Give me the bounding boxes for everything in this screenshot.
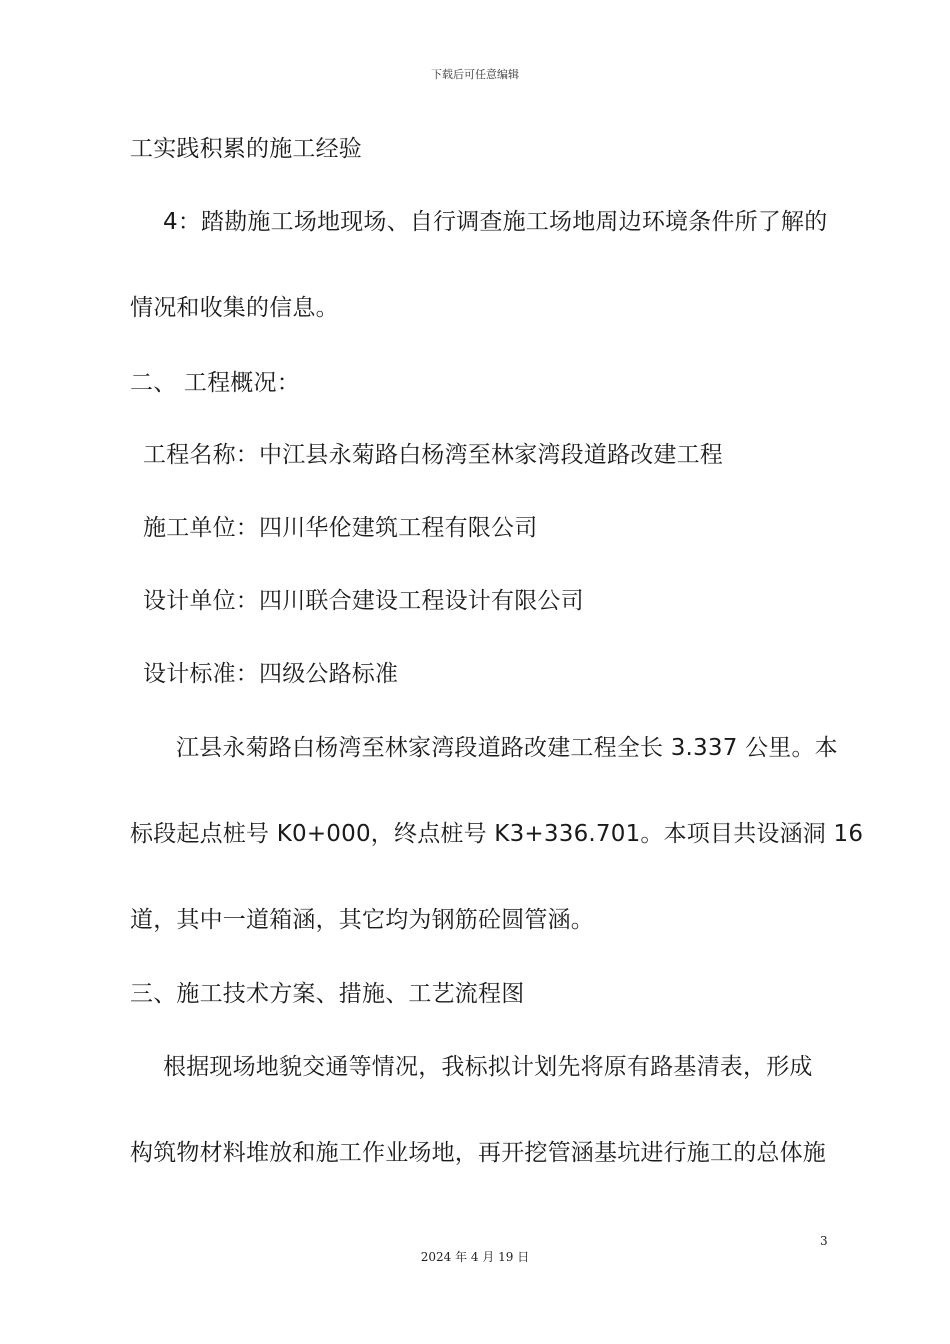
body-line: 工实践积累的施工经验: [130, 136, 362, 162]
body-line: 根据现场地貌交通等情况，我标拟计划先将原有路基清表，形成: [163, 1054, 813, 1080]
page-header: 下载后可任意编辑: [431, 68, 519, 81]
project-name-line: 工程名称：中江县永菊路白杨湾至林家湾段道路改建工程: [143, 442, 723, 468]
design-unit-line: 设计单位：四川联合建设工程设计有限公司: [143, 588, 584, 614]
body-line: 情况和收集的信息。: [130, 295, 339, 321]
body-line: 标段起点桩号 K0+000，终点桩号 K3+336.701。本项目共设涵洞 16: [130, 821, 864, 847]
section-heading: 二、 工程概况：: [130, 370, 300, 396]
section-heading: 三、施工技术方案、措施、工艺流程图: [130, 981, 525, 1007]
page-footer-date: 2024 年 4 月 19 日: [420, 1250, 530, 1264]
design-standard-line: 设计标准：四级公路标准: [143, 661, 399, 687]
body-line: 江县永菊路白杨湾至林家湾段道路改建工程全长 3.337 公里。本: [176, 735, 838, 761]
body-line: 道，其中一道箱涵，其它均为钢筋砼圆管涵。: [130, 907, 594, 933]
body-line: 构筑物材料堆放和施工作业场地，再开挖管涵基坑进行施工的总体施: [130, 1140, 826, 1166]
construction-unit-line: 施工单位：四川华伦建筑工程有限公司: [143, 515, 538, 541]
page-number: 3: [820, 1234, 828, 1248]
body-line: 4：踏勘施工场地现场、自行调查施工场地周边环境条件所了解的: [163, 209, 828, 235]
